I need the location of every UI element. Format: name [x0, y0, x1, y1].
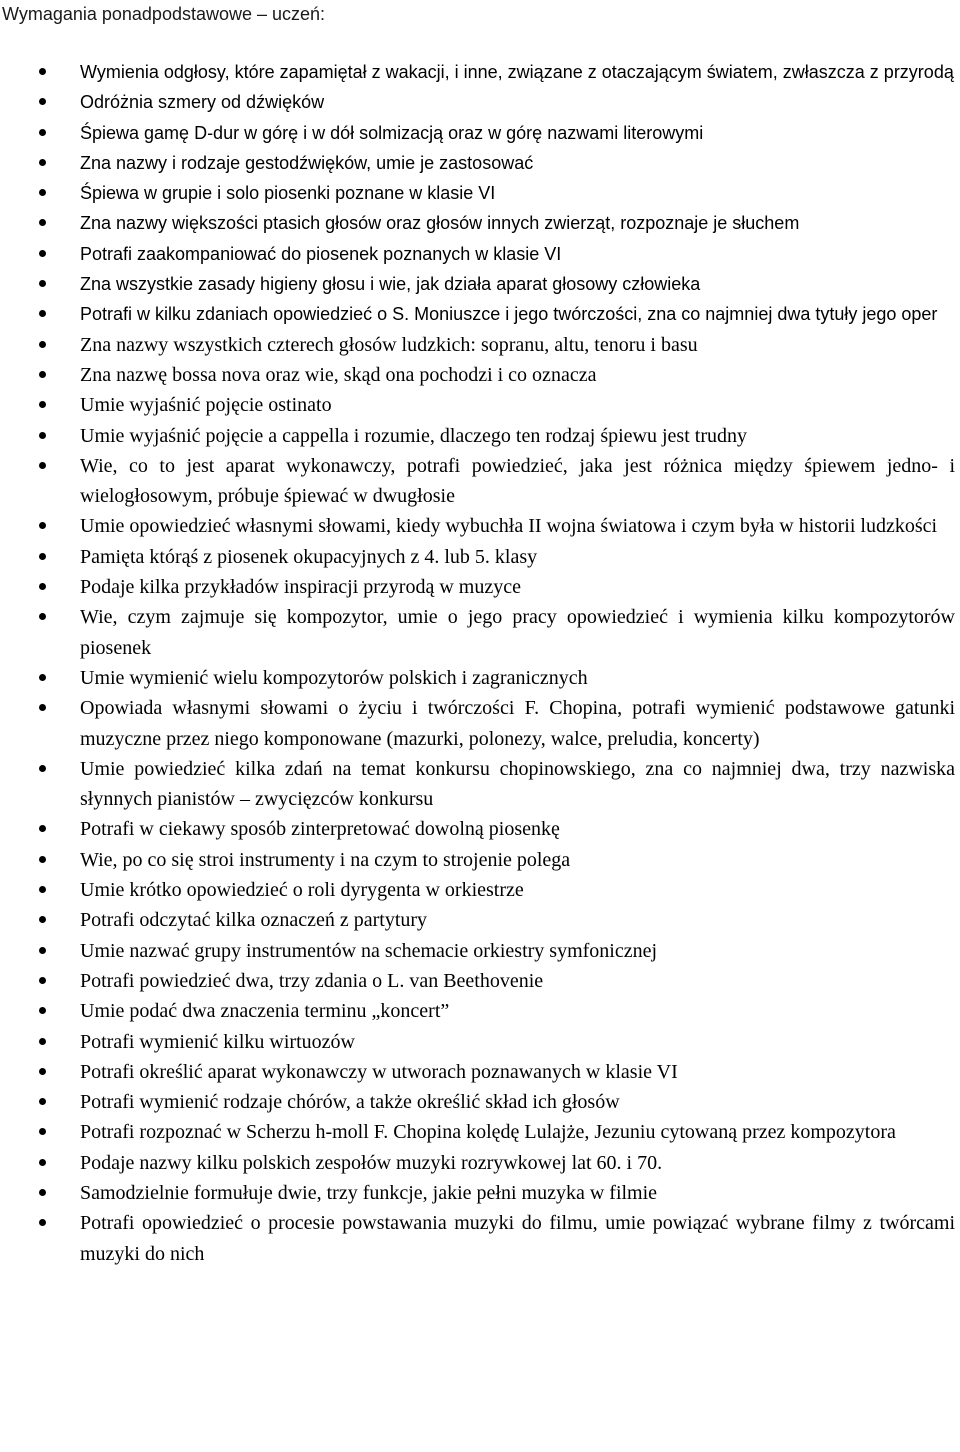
bullet-icon: [39, 310, 46, 317]
list-item-text: Umie wyjaśnić pojęcie a cappella i rozumie, dlaczego ten rodzaj śpiewu jest trudny: [80, 424, 747, 447]
list-item-text: Umie podać dwa znaczenia terminu „koncert”: [80, 1000, 450, 1023]
bullet-icon: [39, 462, 46, 469]
list-item: [0, 360, 960, 390]
list-item-text: Potrafi rozpoznać w Scherzu h-moll F. Chopina kolędę Lulajże, Jezuniu cytowaną przez kompozytora: [80, 1121, 896, 1144]
list-item: [0, 330, 960, 360]
bullet-icon: [39, 371, 46, 378]
list-item: [0, 57, 960, 87]
list-item: [0, 299, 960, 329]
list-item-text: Umie powiedzieć kilka zdań na temat konkursu chopinowskiego, zna co najmniej dwa, trzy nazwiska słynnych pianistów – zwycięzców konkursu: [80, 757, 955, 811]
bullet-icon: [39, 1068, 46, 1075]
list-item-text: Wie, czym zajmuje się kompozytor, umie o jego pracy opowiedzieć i wymienia kilku kompozytorów piosenek: [80, 606, 955, 659]
bullet-icon: [39, 583, 46, 590]
bullet-icon: [39, 977, 46, 984]
list-item-text: Potrafi w ciekawy sposób zinterpretować dowolną piosenkę: [80, 818, 560, 841]
list-item: [0, 208, 960, 238]
list-item-text: Zna nazwy wszystkich czterech głosów ludzkich: sopranu, altu, tenoru i basu: [80, 333, 698, 356]
bullet-icon: [39, 1128, 46, 1135]
bullet-icon: [39, 401, 46, 408]
list-item-text: Potrafi powiedzieć dwa, trzy zdania o L. van Beethovenie: [80, 969, 544, 992]
bullet-icon: [39, 98, 46, 105]
list-item-text: Umie krótko opowiedzieć o roli dyrygenta w orkiestrze: [80, 879, 524, 902]
list-item-text: Wie, po co się stroi instrumenty i na czym to strojenie polega: [80, 848, 571, 871]
list-item-text: Zna wszystkie zasady higieny głosu i wie, jak działa aparat głosowy człowieka: [80, 274, 701, 295]
bullet-icon: [39, 432, 46, 439]
bullet-icon: [39, 189, 46, 196]
list-item: [0, 451, 960, 512]
bullet-icon: [39, 674, 46, 681]
requirements-list: [0, 57, 960, 1269]
list-item-text: Umie nazwać grupy instrumentów na schemacie orkiestry symfonicznej: [80, 939, 658, 962]
list-item: [0, 845, 960, 875]
list-item-text: Umie opowiedzieć własnymi słowami, kiedy wybuchła II wojna światowa i czym była w historii ludzkości: [80, 515, 938, 538]
bullet-icon: [39, 825, 46, 832]
bullet-icon: [39, 341, 46, 348]
list-item: [0, 511, 960, 541]
bullet-icon: [39, 1159, 46, 1166]
list-item-text: Potrafi opowiedzieć o procesie powstawania muzyki do filmu, umie powiązać wybrane filmy z twórcami muzyki do nich: [80, 1212, 955, 1265]
list-item-text: Podaje nazwy kilku polskich zespołów muzyki rozrywkowej lat 60. i 70.: [80, 1151, 663, 1174]
list-item: [0, 905, 960, 935]
list-item: [0, 1148, 960, 1178]
bullet-icon: [39, 159, 46, 166]
list-item-text: Potrafi odczytać kilka oznaczeń z partytury: [80, 909, 428, 932]
bullet-icon: [39, 522, 46, 529]
list-item-text: Pamięta którąś z piosenek okupacyjnych z 4. lub 5. klasy: [80, 545, 538, 568]
bullet-icon: [39, 856, 46, 863]
page-heading: Wymagania ponadpodstawowe – uczeń:: [2, 4, 326, 24]
list-item-text: Samodzielnie formułuje dwie, trzy funkcje, jakie pełni muzyka w filmie: [80, 1181, 658, 1204]
list-item: [0, 1117, 960, 1147]
list-item: [0, 118, 960, 148]
list-item-text: Wymienia odgłosy, które zapamiętał z wakacji, i inne, związane z otaczającym światem, zwłaszcza z przyrodą: [80, 62, 954, 82]
list-item: [0, 1027, 960, 1057]
list-item-text: Potrafi wymienić kilku wirtuozów: [80, 1030, 355, 1053]
bullet-icon: [39, 1098, 46, 1105]
bullet-icon: [39, 765, 46, 772]
bullet-icon: [39, 613, 46, 620]
list-item-text: Potrafi określić aparat wykonawczy w utworach poznawanych w klasie VI: [80, 1060, 678, 1083]
bullet-icon: [39, 553, 46, 560]
list-item: [0, 87, 960, 117]
bullet-icon: [39, 916, 46, 923]
list-item-text: Potrafi zaakompaniować do piosenek poznanych w klasie VI: [80, 243, 562, 264]
list-item-text: Potrafi w kilku zdaniach opowiedzieć o S. Moniuszce i jego twórczości, zna co najmniej dwa tytuły jego oper: [80, 304, 938, 325]
list-item: [0, 966, 960, 996]
bullet-icon: [39, 1007, 46, 1014]
bullet-icon: [39, 68, 46, 75]
bullet-icon: [39, 947, 46, 954]
bullet-icon: [39, 219, 46, 226]
list-item: [0, 269, 960, 299]
list-item-text: Zna nazwę bossa nova oraz wie, skąd ona pochodzi i co oznacza: [80, 363, 597, 386]
list-item-text: Umie wyjaśnić pojęcie ostinato: [80, 394, 332, 417]
list-item: [0, 663, 960, 693]
bullet-icon: [39, 1189, 46, 1196]
list-item-text: Opowiada własnymi słowami o życiu i twórczości F. Chopina, potrafi wymienić podstawowe gatunki muzyczne przez niego komponowane (mazurki, polonezy, walce, preludia, koncerty): [80, 697, 955, 750]
list-item: [0, 390, 960, 420]
bullet-icon: [39, 250, 46, 257]
list-item: [0, 936, 960, 966]
bullet-icon: [39, 1219, 46, 1226]
list-item: [0, 239, 960, 269]
list-item: [0, 693, 960, 754]
bullet-icon: [39, 129, 46, 136]
bullet-icon: [39, 1038, 46, 1045]
list-item-text: Śpiewa w grupie i solo piosenki poznane w klasie VI: [80, 183, 496, 204]
list-item-text: Podaje kilka przykładów inspiracji przyrodą w muzyce: [80, 576, 521, 599]
bullet-icon: [39, 704, 46, 711]
list-item: [0, 542, 960, 572]
bullet-icon: [39, 280, 46, 287]
list-item-text: Zna nazwy i rodzaje gestodźwięków, umie je zastosować: [80, 152, 534, 173]
list-item: [0, 814, 960, 844]
list-item: [0, 1208, 960, 1269]
list-item: [0, 572, 960, 602]
list-item: [0, 178, 960, 208]
list-item: [0, 421, 960, 451]
list-item-text: Śpiewa gamę D-dur w górę i w dół solmizacją oraz w górę nazwami literowymi: [80, 122, 704, 143]
list-item-text: Potrafi wymienić rodzaje chórów, a także określić skład ich głosów: [80, 1091, 620, 1114]
list-item: [0, 996, 960, 1026]
list-item: [0, 1178, 960, 1208]
list-item: [0, 754, 960, 815]
list-item-text: Zna nazwy większości ptasich głosów oraz głosów innych zwierząt, rozpoznaje je słuchem: [80, 213, 800, 234]
list-item-text: Wie, co to jest aparat wykonawczy, potrafi powiedzieć, jaka jest różnica między śpiewem jedno- i wielogłosowym, próbuje śpiewać w dwugłosie: [80, 454, 955, 508]
list-item: [0, 875, 960, 905]
bullet-icon: [39, 886, 46, 893]
list-item: [0, 1087, 960, 1117]
list-item: [0, 602, 960, 663]
list-item-text: Umie wymienić wielu kompozytorów polskich i zagranicznych: [80, 666, 588, 689]
list-item: [0, 1057, 960, 1087]
list-item: [0, 148, 960, 178]
list-item-text: Odróżnia szmery od dźwięków: [80, 92, 325, 113]
